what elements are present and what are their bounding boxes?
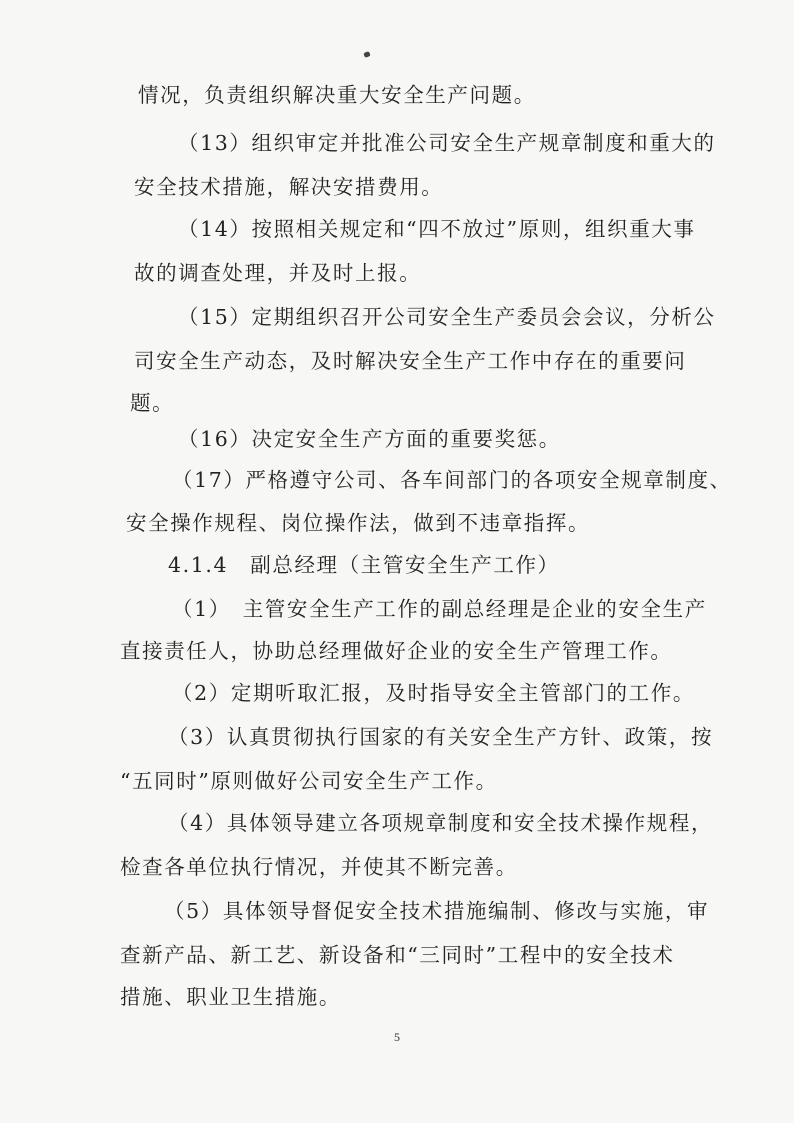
text-line: （1） 主管安全生产工作的副总经理是企业的安全生产: [172, 597, 707, 621]
text-line: 情况，负责组织解决重大安全生产问题。: [138, 83, 536, 107]
text-line: （2）定期听取汇报，及时指导安全主管部门的工作。: [172, 681, 695, 705]
text-line: 故的调查处理，并及时上报。: [134, 261, 422, 285]
page-number: 5: [394, 1030, 400, 1044]
text-line: （15）定期组织召开公司安全生产委员会会议，分析公: [178, 305, 716, 329]
text-line: 检查各单位执行情况，并使其不断完善。: [120, 855, 518, 879]
text-line: （17）严格遵守公司、各车间部门的各项安全规章制度、: [172, 468, 732, 492]
text-line: 司安全生产动态，及时解决安全生产工作中存在的重要问: [134, 349, 687, 373]
text-line: 安全技术措施，解决安措费用。: [134, 175, 444, 199]
text-line: （13）组织审定并批准公司安全生产规章制度和重大的: [178, 131, 716, 155]
text-line: （4）具体领导建立各项规章制度和安全技术操作规程，: [168, 811, 714, 835]
text-line: 直接责任人，协助总经理做好企业的安全生产管理工作。: [120, 639, 673, 663]
text-line: （14）按照相关规定和“四不放过”原则，组织重大事: [178, 217, 696, 241]
text-line: “五同时”原则做好公司安全生产工作。: [120, 769, 498, 793]
section-heading: 4.1.4 副总经理（主管安全生产工作）: [168, 553, 560, 577]
text-line: （16）决定安全生产方面的重要奖惩。: [178, 427, 561, 451]
text-line: 查新产品、新工艺、新设备和“三同时”工程中的安全技术: [120, 943, 675, 967]
text-line: （3）认真贯彻执行国家的有关安全生产方针、政策，按: [168, 725, 714, 749]
scan-speck: [363, 51, 370, 58]
text-line: （5）具体领导督促安全技术措施编制、修改与实施，审: [164, 899, 710, 923]
text-line: 题。: [130, 391, 175, 415]
text-line: 措施、职业卫生措施。: [120, 985, 341, 1009]
text-line: 安全操作规程、岗位操作法，做到不违章指挥。: [126, 511, 591, 535]
